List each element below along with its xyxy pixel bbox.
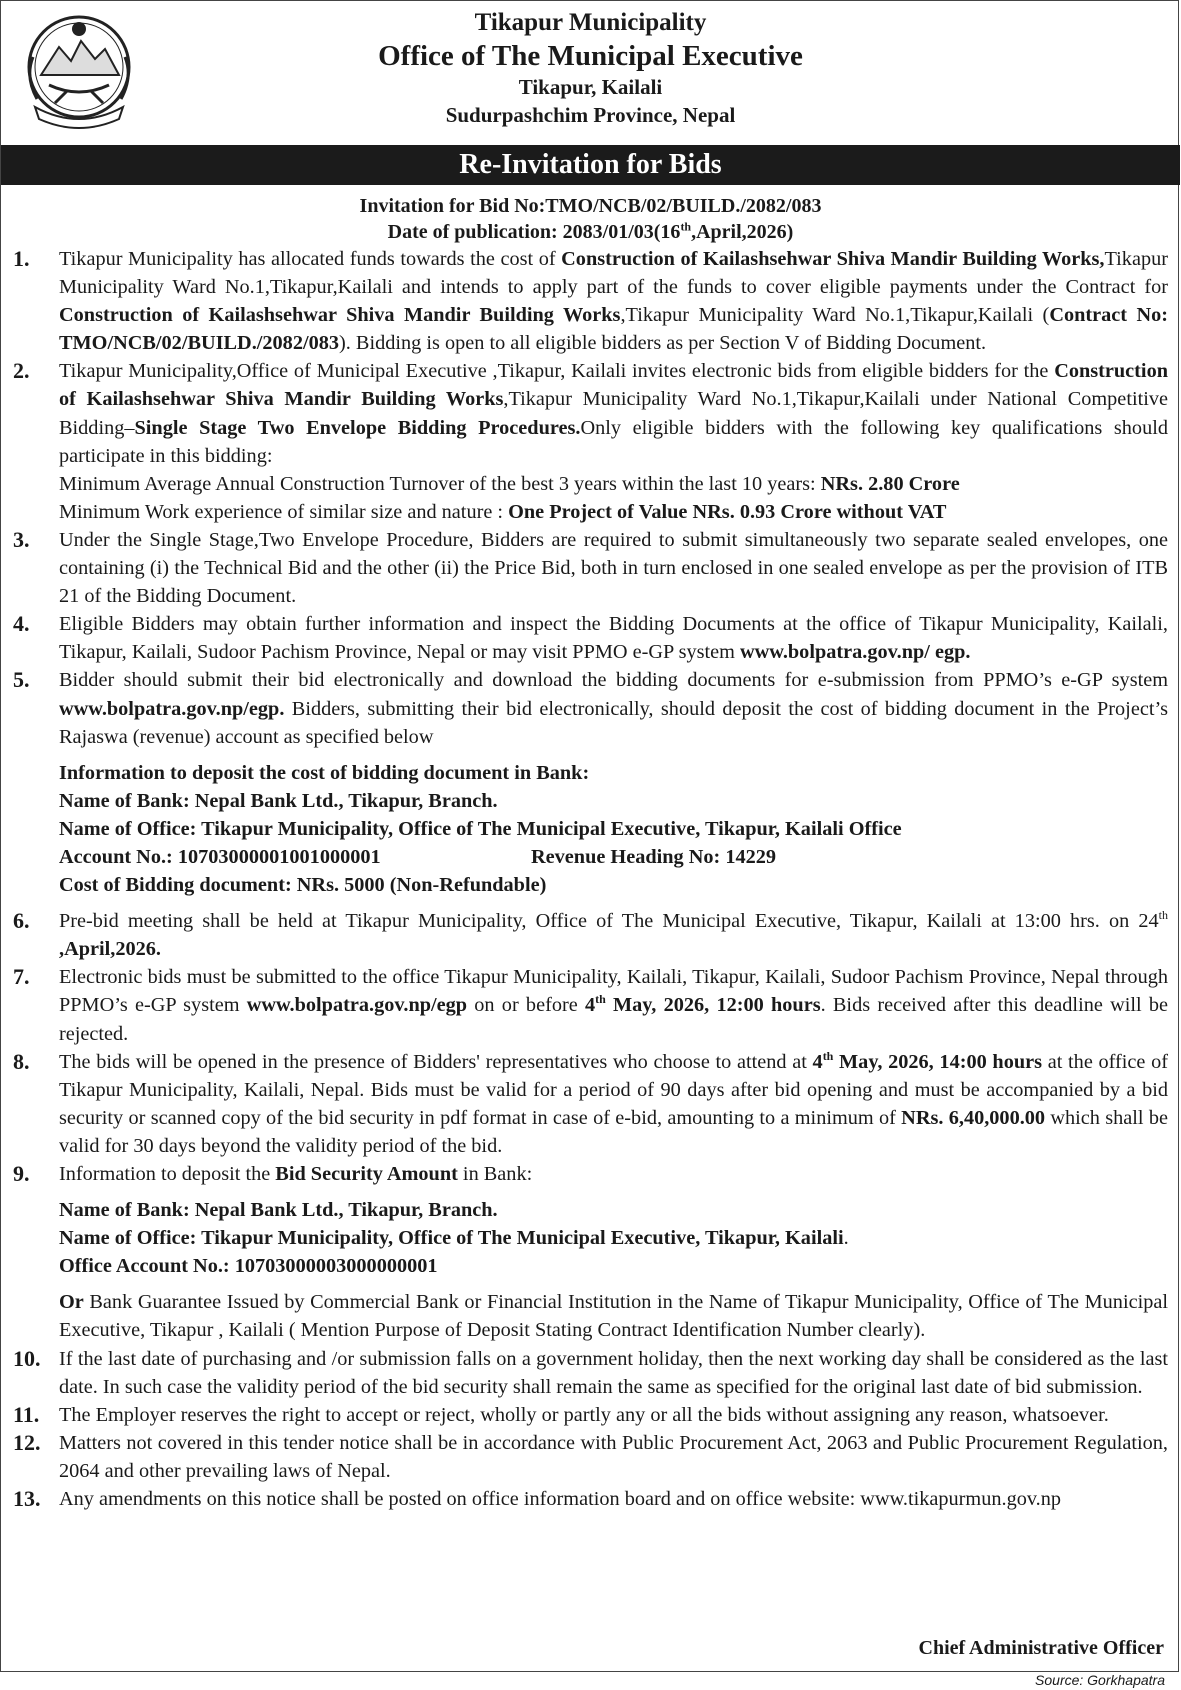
- deposit-cost-info: Information to deposit the cost of bidding document in Bank: Name of Bank: Nepal Bank Ltd., Tikapur, Branch. Name of Office: Tikapur Municipality, Office of The Municipal Executive, Tikapur, Kailali Office Account No.: 107030000010010000​01 Revenue Heading No: 14229 Cost of Bidding document: NRs. 5000 (Non-Refundable): [59, 761, 902, 897]
- clause-9: 9. Information to deposit the Bid Security Amount in Bank:: [13, 1160, 1168, 1188]
- bid-security-info: Name of Bank: Nepal Bank Ltd., Tikapur, Branch. Name of Office: Tikapur Municipality, Office of The Municipal Executive, Tikapur, Kailali. Office Account No.: 10703000003000000001 Or Bank Guarantee Issued by Commercial Bank or Financial Institution in the Name of Tikapur Municipality, Office of The Municipal Executive, Tikapur , Kailali ( Mention Purpose of Deposit Stating Contract Identification Number clearly).: [13, 1196, 1168, 1344]
- clause-2: 2. Tikapur Municipality,Office of Municipal Executive ,Tikapur, Kailali invites electronic bids from eligible bidders for the Construction of Kailashsehwar Shiva Mandir Building Works,Tikapur Municipality Ward No.1,Tikapur,Kailali under National Competitive Bidding–Single Stage Two Envelope Bidding Procedures.Only eligible bidders with the following key qualifications should participate in this bidding: Minimum Average Annual Construction Turnover of the best 3 years within the last 10 years: NRs. 2.80 Crore Minimum Work experience of similar size and nature : One Project of Value NRs. 0.93 Crore without VAT: [13, 357, 1168, 526]
- qualification-turnover: Minimum Average Annual Construction Turnover of the best 3 years within the last 10 years: NRs. 2.80 Crore: [59, 472, 960, 495]
- clause-3: 3. Under the Single Stage,Two Envelope Procedure, Bidders are required to submit simultaneously two separate sealed envelopes, one containing (i) the Technical Bid and the other (ii) the Price Bid, both in turn enclosed in one sealed envelope as per the provision of ITB 21 of the Bidding Document.: [13, 526, 1168, 608]
- clause-number: 9.: [13, 1161, 30, 1186]
- office-name: Office of The Municipal Executive: [378, 40, 803, 72]
- clause-1: 1. Tikapur Municipality has allocated funds towards the cost of Construction of Kailashsehwar Shiva Mandir Building Works,Tikapur Municipality Ward No.1,Tikapur,Kailali and intends to apply part of the funds to cover eligible payments under the Contract for Construction of Kailashsehwar Shiva Mandir Building Works,Tikapur Municipality Ward No.1,Tikapur,Kailali (Contract No: TMO/NCB/02/BUILD./2082/083). Bidding is open to all eligible bidders as per Section V of Bidding Document.: [13, 246, 1168, 355]
- clause-number: 10.: [13, 1345, 41, 1371]
- notice-body: [13, 245, 1168, 1513]
- clause-number: 1.: [13, 246, 30, 271]
- clause-5: 5. Bidder should submit their bid electronically and download the bidding documents for e-submission from PPMO’s e-GP system www.bolpatra.gov.np/egp. Bidders, submitting their bid electronically, should deposit the cost of bidding document in the Project’s Rajaswa (revenue) account as specified below: [13, 667, 1168, 748]
- bid-meta: [1, 193, 1180, 245]
- clause-number: 2.: [13, 358, 30, 384]
- clause-6: 6. Pre-bid meeting shall be held at Tikapur Municipality, Office of The Municipal Executive, Tikapur, Kailali at 13:00 hrs. on 24th ,April,2026.: [13, 908, 1168, 961]
- publication-date: Date of publication: 2083/01/03(16th,April,2026): [387, 219, 794, 243]
- qualification-experience: Minimum Work experience of similar size and nature : One Project of Value NRs. 0.93 Crore without VAT: [59, 500, 947, 523]
- clause-number: 13.: [13, 1486, 41, 1512]
- clause-4: 4. Eligible Bidders may obtain further information and inspect the Bidding Documents at the office of Tikapur Municipality, Kailali, Tikapur, Kailali, Sudoor Pachism Province, Nepal or may visit PPMO e-GP system www.bolpatra.gov.np/ egp.: [13, 611, 1168, 664]
- clause-11: 11. The Employer reserves the right to accept or reject, wholly or partly any or all the bids without assigning any reason, whatsoever.: [13, 1401, 1168, 1429]
- clause-number: 5.: [13, 667, 30, 693]
- notice-title-banner: Re-Invitation for Bids: [1, 145, 1180, 185]
- clause-12: 12. Matters not covered in this tender notice shall be in accordance with Public Procurement Act, 2063 and Public Procurement Regulation, 2064 and other prevailing laws of Nepal.: [13, 1429, 1168, 1482]
- clause-number: 11.: [13, 1401, 40, 1427]
- office-province: Sudurpashchim Province, Nepal: [445, 103, 736, 127]
- clause-number: 12.: [13, 1429, 41, 1455]
- municipality-name: Tikapur Municipality: [474, 9, 707, 36]
- clause-number: 4.: [13, 611, 30, 637]
- clause-7: 7. Electronic bids must be submitted to the office Tikapur Municipality, Kailali, Tikapur, Kailali, Sudoor Pachism Province, Nepal through PPMO’s e-GP system www.bolpatra.gov.np/egp on or before 4th May, 2026, 12:00 hours. Bids received after this deadline will be rejected.: [13, 964, 1169, 1045]
- clause-number: 7.: [13, 964, 30, 990]
- clause-13: 13. Any amendments on this notice shall be posted on office information board and on office website: www.tikapurmun.gov.np: [13, 1485, 1168, 1513]
- signatory-title: Chief Administrative Officer: [918, 1637, 1164, 1659]
- bid-number: Invitation for Bid No:TMO/NCB/02/BUILD./2082/083: [359, 195, 822, 217]
- source-credit: Source: Gorkhapatra: [1035, 1672, 1165, 1688]
- office-location: Tikapur, Kailali: [518, 75, 663, 99]
- clause-number: 6.: [13, 908, 30, 934]
- notice-header: [1, 1, 1180, 141]
- clause-number: 3.: [13, 526, 30, 552]
- clause-10: 10. If the last date of purchasing and /or submission falls on a government holiday, then the next working day shall be considered as the last date. In such case the validity period of the bid security shall remain the same as specified for the original last date of bid submission.: [13, 1345, 1168, 1398]
- clause-8: 8. The bids will be opened in the presence of Bidders' representatives who choose to attend at 4th May, 2026, 14:00 hours at the office of Tikapur Municipality, Kailali, Nepal. Bids must be valid for a period of 90 days after bid opening and must be accompanied by a bid security or scanned copy of the bid security in pdf format in case of e-bid, amounting to a minimum of NRs. 6,40,000.00 which shall be valid for 30 days beyond the validity period of the bid.: [13, 1048, 1169, 1157]
- clause-number: 8.: [13, 1048, 30, 1074]
- bank-guarantee-note: Or Bank Guarantee Issued by Commercial Bank or Financial Institution in the Name of Tikapur Municipality, Office of The Municipal Executive, Tikapur , Kailali ( Mention Purpose of Deposit Stating Contract Identification Number clearly).: [59, 1291, 1168, 1342]
